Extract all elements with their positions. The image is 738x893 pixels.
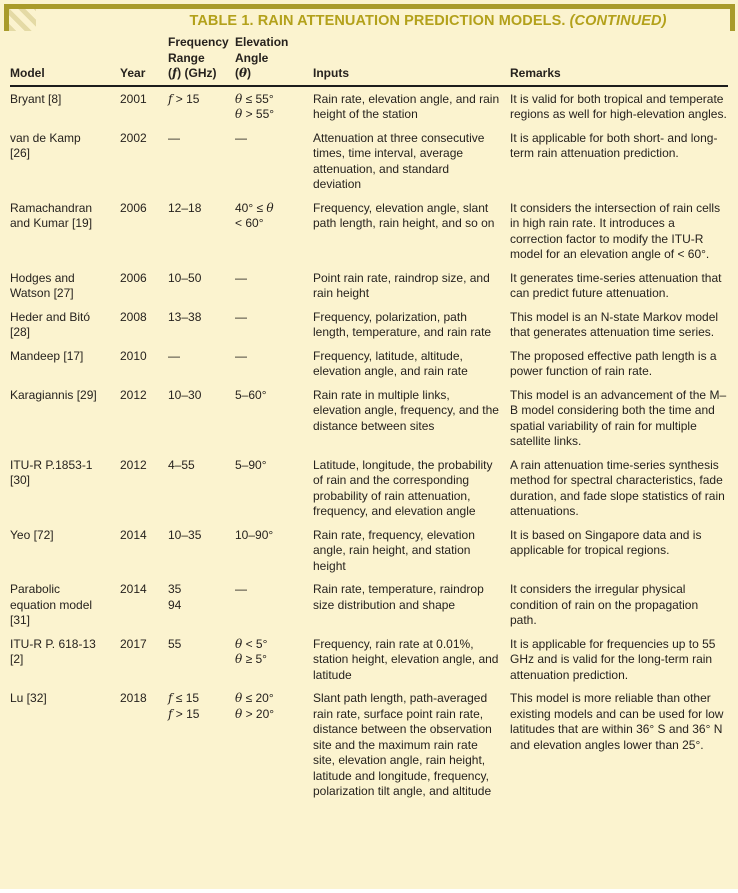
year-cell: 2002	[120, 130, 147, 145]
model-cell: Heder and Bitó [28]	[10, 309, 91, 339]
table-row	[10, 92, 728, 123]
table-row	[10, 528, 728, 575]
inputs-cell: Point rain rate, raindrop size, and rain height	[313, 270, 490, 300]
table-row	[10, 271, 728, 302]
elevation-cell: θ ≤ 20° θ > 20°	[235, 691, 275, 721]
table-row	[10, 349, 728, 380]
remarks-cell: A rain attenuation time-series synthesis method for spectral characteristics, fade duration, and fade slope statistics of rain attenuations.	[510, 457, 725, 518]
model-cell: Ramachandran and Kumar [19]	[10, 200, 93, 230]
frequency-cell: f ≤ 15 f > 15	[168, 691, 200, 721]
elevation-cell: —	[235, 582, 247, 596]
year-cell: 2006	[120, 270, 147, 285]
year-cell: 2008	[120, 309, 147, 324]
elevation-cell: 10–90°	[235, 527, 274, 542]
remarks-cell: It generates time-series attenuation that can predict future attenuation.	[510, 270, 722, 300]
table-header-row	[10, 35, 728, 82]
remarks-cell: It considers the irregular physical condition of rain on the propagation path.	[510, 582, 699, 627]
model-cell: Parabolic equation model [31]	[10, 582, 93, 627]
top-border-right-end	[730, 4, 735, 31]
elevation-cell: θ < 5° θ ≥ 5°	[235, 636, 268, 666]
table-row	[10, 582, 728, 629]
year-cell: 2006	[120, 200, 147, 215]
remarks-cell: It is based on Singapore data and is applicable for tropical regions.	[510, 527, 702, 557]
elevation-cell: —	[235, 130, 247, 145]
inputs-cell: Frequency, elevation angle, slant path length, rain height, and so on	[313, 200, 495, 230]
frequency-cell: —	[168, 130, 180, 145]
table-title-continued: (CONTINUED)	[569, 13, 667, 29]
corner-hatch-decoration	[9, 9, 36, 31]
year-cell: 2010	[120, 348, 147, 363]
frequency-cell: 35 94	[168, 582, 182, 612]
year-cell: 2018	[120, 691, 147, 705]
frequency-cell: 13–38	[168, 309, 202, 324]
year-cell: 2001	[120, 91, 147, 106]
table-row	[10, 201, 728, 263]
elevation-cell: —	[235, 270, 247, 285]
table-row	[10, 691, 728, 800]
frequency-cell: 10–30	[168, 387, 202, 402]
year-cell: 2014	[120, 582, 147, 596]
header-elevation-angle: Elevation Angle (θ)	[235, 35, 289, 80]
frequency-cell: f > 15	[168, 91, 200, 106]
elevation-cell: 5–90°	[235, 457, 267, 472]
model-cell: ITU-R P. 618-13 [2]	[10, 636, 96, 666]
inputs-cell: Latitude, longitude, the probability of rain and the corresponding probability of rain attenuation, frequency, and elevation angle	[313, 457, 493, 518]
inputs-cell: Attenuation at three consecutive times, time interval, average attenuation, and standard deviation	[313, 130, 485, 191]
inputs-cell: Frequency, polarization, path length, temperature, and rain rate	[313, 309, 492, 339]
header-frequency-range: Frequency Range (f) (GHz)	[168, 35, 229, 80]
elevation-cell: 40° ≤ θ < 60°	[235, 200, 274, 230]
table-row	[10, 131, 728, 193]
inputs-cell: Rain rate in multiple links, elevation angle, frequency, and the distance between sites	[313, 387, 499, 433]
year-cell: 2017	[120, 636, 147, 651]
year-cell: 2012	[120, 457, 147, 472]
inputs-cell: Rain rate, temperature, raindrop size distribution and shape	[313, 582, 484, 612]
table	[0, 29, 738, 800]
header-year: Year	[120, 66, 146, 80]
model-cell: Lu [32]	[10, 691, 47, 705]
model-cell: Hodges and Watson [27]	[10, 270, 75, 300]
remarks-cell: It considers the intersection of rain cells in high rain rate. It introduces a correction factor to modify the ITU-R model for an elevation angle of < 60°.	[510, 200, 721, 261]
model-cell: Bryant [8]	[10, 91, 62, 106]
frequency-cell: 55	[168, 636, 182, 651]
remarks-cell: This model is more reliable than other existing models and can be used for low latitudes that are within 36° S and 36° N and elevation angles lower than 25°.	[510, 691, 724, 752]
frequency-cell: 4–55	[168, 457, 195, 472]
elevation-cell: —	[235, 309, 247, 324]
year-cell: 2012	[120, 387, 147, 402]
elevation-cell: θ ≤ 55° θ > 55°	[235, 91, 275, 121]
inputs-cell: Rain rate, frequency, elevation angle, rain height, and station height	[313, 527, 475, 573]
remarks-cell: The proposed effective path length is a power function of rain rate.	[510, 348, 717, 378]
header-remarks: Remarks	[510, 66, 561, 80]
inputs-cell: Frequency, rain rate at 0.01%, station height, elevation angle, and latitude	[313, 636, 499, 682]
frequency-cell: 10–50	[168, 270, 202, 285]
top-border-bar	[4, 4, 735, 9]
header-model: Model	[10, 66, 45, 80]
frequency-cell: 10–35	[168, 527, 202, 542]
inputs-cell: Rain rate, elevation angle, and rain height of the station	[313, 91, 500, 121]
inputs-cell: Slant path length, path-averaged rain rate, surface point rain rate, distance between the observation site and the maximum rain rate site, elevation angle, rain height, latitude and longitude, frequency, polarization tilt angle, and altitude	[313, 691, 492, 798]
model-cell: van de Kamp [26]	[10, 130, 81, 160]
header-inputs: Inputs	[313, 66, 349, 80]
table-row	[10, 458, 728, 520]
model-cell: Mandeep [17]	[10, 348, 84, 363]
model-cell: Yeo [72]	[10, 527, 54, 542]
table-row	[10, 388, 728, 450]
elevation-cell: —	[235, 348, 247, 363]
frequency-cell: —	[168, 348, 180, 363]
model-cell: ITU-R P.1853-1 [30]	[10, 457, 93, 487]
remarks-cell: It is valid for both tropical and temperate regions as well for high-elevation angles.	[510, 91, 727, 121]
remarks-cell: It is applicable for both short- and long-term rain attenuation prediction.	[510, 130, 718, 160]
table-title-main: TABLE 1. RAIN ATTENUATION PREDICTION MODELS.	[189, 13, 570, 29]
remarks-cell: This model is an advancement of the M–B model considering both the time and spatial variability of rain for multiple satellite links.	[510, 387, 727, 448]
table-body	[10, 87, 728, 800]
remarks-cell: This model is an N-state Markov model that generates attenuation time series.	[510, 309, 719, 339]
remarks-cell: It is applicable for frequencies up to 55 GHz and is valid for the long-term rain attenuation prediction.	[510, 636, 716, 682]
elevation-cell: 5–60°	[235, 387, 267, 402]
table-row	[10, 310, 728, 341]
year-cell: 2014	[120, 527, 147, 542]
table-row	[10, 637, 728, 684]
model-cell: Karagiannis [29]	[10, 387, 97, 402]
frequency-cell: 12–18	[168, 200, 202, 215]
inputs-cell: Frequency, latitude, altitude, elevation angle, and rain rate	[313, 348, 468, 378]
